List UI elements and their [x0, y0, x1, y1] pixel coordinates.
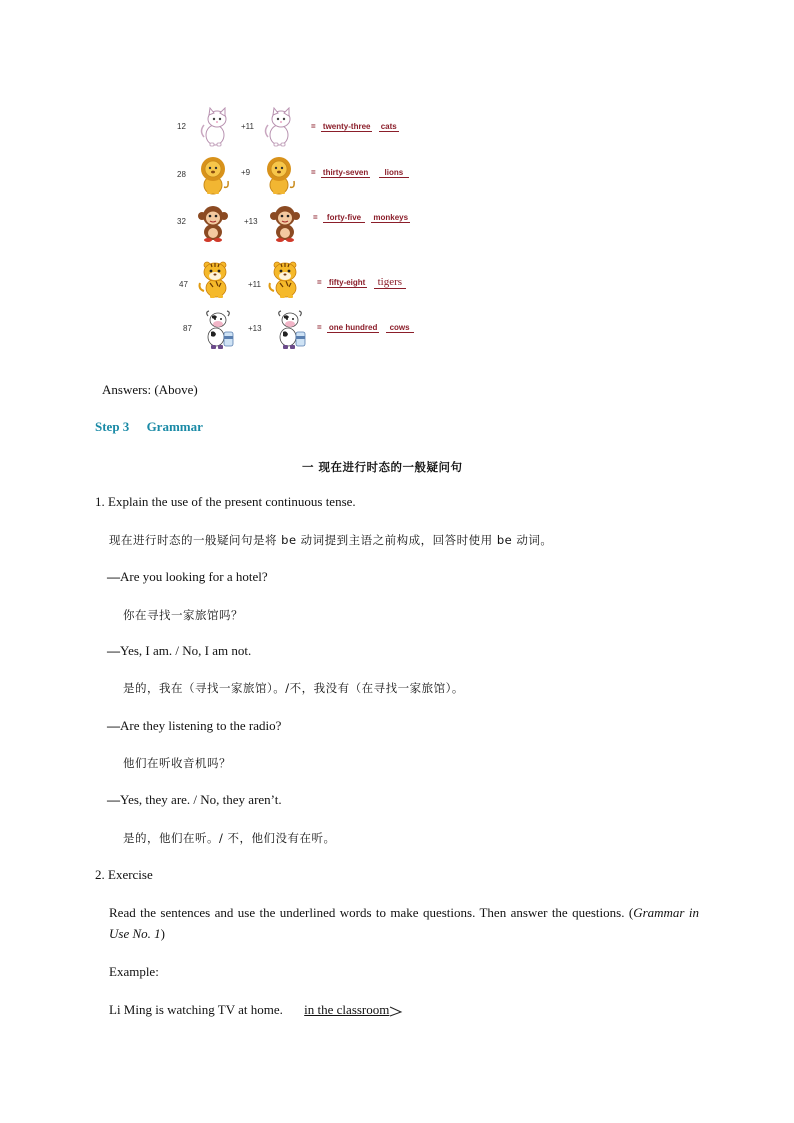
explanation-cn: 现在进行时态的一般疑问句是将 be 动词提到主语之前构成，回答时使用 be 动词。: [109, 533, 553, 547]
dialogue-dash: —: [107, 643, 120, 658]
item-heading: 2. Exercise: [95, 867, 153, 882]
translation-cn: 你在寻找一家旅馆吗？: [123, 608, 243, 622]
row-operator: +9: [241, 168, 251, 177]
row-operator: +13: [248, 324, 262, 333]
row-operator: +11: [241, 122, 254, 131]
example-answer: [107, 792, 282, 808]
equals-sign: =: [317, 278, 322, 287]
lion-icon: [262, 155, 296, 195]
underlined-phrase: in the classroom: [304, 1002, 390, 1017]
animal-word-answer: cats: [380, 122, 397, 131]
translation-cn: 是的，我在（寻找一家旅馆）。/不，我没有（在寻找一家旅馆）。: [123, 681, 464, 695]
row-number: 32: [177, 217, 186, 226]
equals-sign: =: [317, 323, 322, 332]
row-number: 28: [177, 170, 186, 179]
translation-cn: 是的，他们在听。/ 不，他们没有在听。: [123, 831, 336, 845]
dialogue-dash: —: [107, 792, 120, 807]
exercise-instruction: Read the sentences and use the underlined words to make questions. Then answer the questions. (Grammar in Use No. 1): [109, 905, 699, 941]
answer-line: [311, 122, 399, 132]
row-number: 12: [177, 122, 186, 131]
section-title: 一 现在进行时态的一般疑问句: [302, 460, 463, 474]
answer-line: [311, 168, 409, 178]
monkey-icon: [196, 203, 230, 243]
cat-icon: [198, 107, 232, 147]
step-label: Step 3: [95, 419, 130, 434]
number-word-answer: twenty-three: [322, 122, 371, 131]
row-operator: +11: [248, 280, 261, 289]
number-word-answer: thirty-seven: [322, 168, 369, 177]
answer-line: [317, 323, 414, 333]
animal-word-answer: tigers: [374, 276, 406, 289]
row-number: 87: [183, 324, 192, 333]
tiger-icon: [198, 259, 232, 299]
animal-word-answer: monkeys: [373, 213, 409, 222]
row-operator: +13: [244, 217, 258, 226]
number-word-answer: fifty-eight: [328, 278, 366, 287]
question-text: Are they listening to the radio?: [120, 718, 282, 733]
equals-sign: =: [311, 122, 316, 131]
equals-sign: =: [313, 213, 318, 222]
example-question: [107, 718, 281, 734]
cow-icon: [274, 310, 308, 350]
number-word-answer: one hundred: [328, 323, 378, 332]
equals-sign: =: [311, 168, 316, 177]
animal-word-answer: cows: [386, 323, 414, 333]
number-word-answer: forty-five: [323, 213, 365, 223]
arrow-icon: [389, 1005, 403, 1017]
example-question: [107, 569, 268, 585]
example-line: [109, 1002, 403, 1018]
answer-text: Yes, I am. / No, I am not.: [120, 643, 252, 658]
instruction-text: Read the sentences and use the underlined words to make questions. Then answer the questions.: [109, 905, 625, 920]
step-title: Grammar: [146, 419, 203, 434]
question-text: Are you looking for a hotel?: [120, 569, 268, 584]
cat-icon: [262, 107, 296, 147]
animal-word-answer: lions: [379, 168, 410, 178]
monkey-icon: [268, 203, 302, 243]
row-number: 47: [179, 280, 188, 289]
dialogue-dash: —: [107, 569, 120, 584]
step-heading: [95, 419, 203, 435]
answers-label: Answers: (Above): [102, 382, 198, 397]
cow-icon: [202, 310, 236, 350]
example-sentence: Li Ming is watching TV at home.: [109, 1002, 283, 1017]
example-label: Example:: [109, 964, 159, 979]
lion-icon: [196, 155, 230, 195]
source-reference: Grammar in Use No. 1: [109, 905, 699, 941]
tiger-icon: [268, 259, 302, 299]
answer-line: [313, 213, 410, 223]
dialogue-dash: —: [107, 718, 120, 733]
answer-line: [317, 276, 406, 289]
item-heading: 1. Explain the use of the present continuous tense.: [95, 494, 356, 509]
example-answer: [107, 643, 251, 659]
answer-text: Yes, they are. / No, they aren’t.: [120, 792, 282, 807]
translation-cn: 他们在听收音机吗？: [123, 756, 231, 770]
